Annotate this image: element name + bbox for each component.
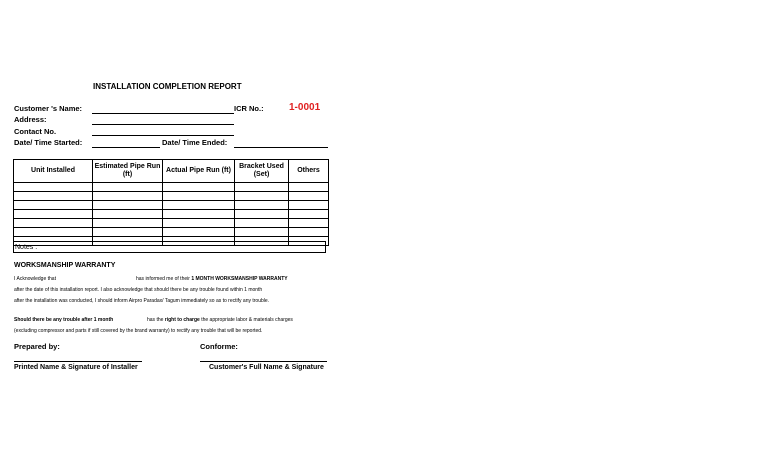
conforme-label: Conforme: — [200, 342, 238, 351]
table-cell[interactable] — [289, 228, 329, 237]
table-cell[interactable] — [163, 192, 235, 201]
table-cell[interactable] — [14, 210, 93, 219]
icr-label: ICR No.: — [234, 104, 264, 113]
warranty-line4-bold: Should there be any trouble after 1 month — [14, 317, 114, 323]
customer-name-line — [92, 113, 234, 114]
table-row — [14, 219, 329, 228]
date-started-label: Date/ Time Started: — [14, 138, 83, 147]
prepared-by-label: Prepared by: — [14, 342, 60, 351]
warranty-line4 — [147, 317, 293, 323]
warranty-line1-a: I Acknowledge that — [14, 276, 56, 282]
table-row — [14, 210, 329, 219]
header-others: Others — [289, 160, 329, 183]
table-cell[interactable] — [14, 192, 93, 201]
installer-caption: Printed Name & Signature of Installer — [14, 364, 138, 371]
table-row — [14, 228, 329, 237]
table-row — [14, 192, 329, 201]
address-label: Address: — [14, 115, 47, 124]
date-started-line — [92, 147, 160, 148]
right-to-charge: right to charge — [164, 317, 200, 323]
table-cell[interactable] — [289, 183, 329, 192]
icr-number: 1-0001 — [289, 102, 321, 113]
table-cell[interactable] — [14, 183, 93, 192]
warranty-heading: WORKSMANSHIP WARRANTY — [14, 262, 116, 269]
table-cell[interactable] — [289, 201, 329, 210]
customer-caption: Customer's Full Name & Signature — [209, 364, 324, 371]
table-cell[interactable] — [289, 192, 329, 201]
table-cell[interactable] — [235, 183, 289, 192]
customer-name-label: Customer 's Name: — [14, 104, 83, 113]
table-cell[interactable] — [93, 192, 163, 201]
table-cell[interactable] — [163, 210, 235, 219]
warranty-line1-b — [136, 276, 288, 282]
table-cell[interactable] — [289, 210, 329, 219]
table-cell[interactable] — [235, 219, 289, 228]
table-cell[interactable] — [14, 201, 93, 210]
table-cell[interactable] — [14, 219, 93, 228]
date-ended-line — [234, 147, 328, 148]
units-table — [13, 159, 329, 246]
table-cell[interactable] — [93, 228, 163, 237]
header-unit-installed: Unit Installed — [14, 160, 93, 183]
table-cell[interactable] — [93, 210, 163, 219]
table-cell[interactable] — [93, 219, 163, 228]
warranty-line2: after the date of this installation report. I also acknowledge that should there be any trouble found within 1 month — [14, 287, 263, 293]
date-ended-label: Date/ Time Ended: — [162, 138, 228, 147]
header-bracket-used: Bracket Used (Set) — [235, 160, 289, 183]
installer-signature-line — [14, 361, 142, 362]
table-row — [14, 201, 329, 210]
warranty-line1-text: has informed me of their — [136, 276, 190, 282]
table-cell[interactable] — [235, 192, 289, 201]
warranty-line3: after the installation was conducted, I should inform Airpro Paradax/ Tagum immediately so as to rectify any trouble. — [14, 298, 270, 304]
units-table-header — [14, 160, 329, 183]
table-cell[interactable] — [235, 210, 289, 219]
table-cell[interactable] — [163, 228, 235, 237]
warranty-line5: (excluding compressor and parts if still covered by the brand warranty) to rectify any trouble that will be reported. — [14, 328, 263, 334]
table-cell[interactable] — [163, 201, 235, 210]
table-cell[interactable] — [93, 201, 163, 210]
table-cell[interactable] — [93, 183, 163, 192]
table-cell[interactable] — [163, 183, 235, 192]
header-estimated-pipe-run: Estimated Pipe Run (ft) — [93, 160, 163, 183]
notes-box — [13, 241, 326, 253]
table-cell[interactable] — [163, 219, 235, 228]
warranty-line4-b: the appropriate labor & materials charges — [201, 317, 293, 323]
customer-signature-line — [200, 361, 327, 362]
table-cell[interactable] — [14, 228, 93, 237]
table-cell[interactable] — [235, 228, 289, 237]
report-title: INSTALLATION COMPLETION REPORT — [93, 82, 242, 91]
header-actual-pipe-run: Actual Pipe Run (ft) — [163, 160, 235, 183]
table-cell[interactable] — [289, 219, 329, 228]
table-cell[interactable] — [235, 201, 289, 210]
warranty-line4-a: has the — [147, 317, 164, 323]
contact-line — [92, 135, 234, 136]
address-line — [92, 124, 234, 125]
warranty-period: 1 MONTH WORKSMANSHIP WARRANTY — [191, 276, 288, 282]
contact-label: Contact No. — [14, 127, 57, 136]
notes-label: Notes : — [15, 244, 38, 251]
table-row — [14, 183, 329, 192]
